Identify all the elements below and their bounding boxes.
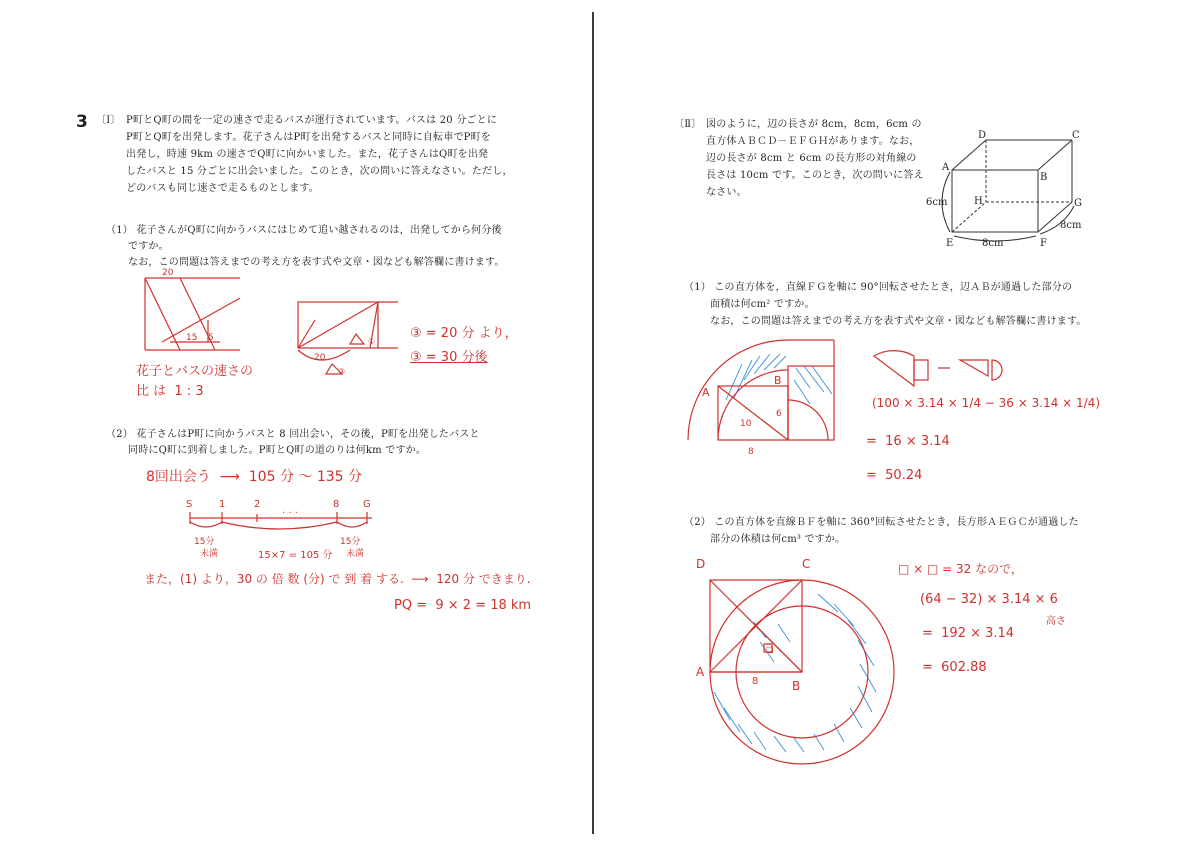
r-q2-rotation-diagram (694, 552, 894, 762)
q2-hw-line-3: PQ = 9 × 2 = 18 km (394, 598, 532, 613)
r-q2-line-2: 部分の体積は何cm³ ですか。 (710, 534, 846, 545)
r-q1-rotation-diagram (700, 340, 840, 460)
r-q2-line-1: （2） この直方体を直線ＢＦを軸に 360°回転させたとき，長方形ＡＥＧＣが通過した (684, 517, 1079, 528)
r-q2-hw-2: (64 − 32) × 3.14 × 6 (920, 592, 1058, 607)
r-q1-hw-2: = 16 × 3.14 (866, 434, 950, 449)
part2-line-3: 辺の長さが 8cm と 6cm の長方形の対角線の (706, 153, 917, 164)
q1-hw-calc-2: ③ = 30 分後 (410, 350, 488, 365)
cube-label-e: E (946, 238, 954, 249)
r-q1-label-a: A (702, 386, 710, 399)
cube-label-f: F (1040, 238, 1047, 249)
cube-label-b: B (1040, 172, 1048, 183)
q2-line-2: 同時にQ町に到着しました。P町とQ町の道のりは何km ですか。 (128, 445, 427, 456)
part1-line-2: P町とQ町を出発します。花子さんはP町を出発するバスと同時に自転車でP町を (126, 132, 491, 143)
r-q1-label-8: 8 (748, 447, 754, 457)
q1-line-2: ですか。 (128, 241, 169, 252)
q2-line-1: （2） 花子さんはP町に向かうバスと 8 回出会い，その後，P町を出発したバスと (106, 429, 480, 440)
q2-number-line (182, 496, 382, 536)
cube-label-c: C (1072, 130, 1080, 141)
part1-line-3: 出発し，時速 9km の速さでQ町に向かいました。また，花子さんはQ町を出発 (126, 149, 489, 160)
q2-mark-dots: · · · (282, 508, 298, 519)
cube-label-6cm: 6cm (926, 197, 948, 208)
cuboid-diagram (926, 128, 1096, 252)
q1-line-3: なお，この問題は答えまでの考え方を表す式や文章・図なども解答欄に書けます。 (128, 257, 505, 268)
q1-label-20b: 20 (314, 353, 326, 363)
r-q1-hw-1: (100 × 3.14 × 1/4 − 36 × 3.14 × 1/4) (872, 396, 1101, 410)
r-q1-area-shapes (870, 346, 1020, 390)
q1-hw-calc-1: ③ = 20 分 より， (410, 326, 518, 341)
page-divider (592, 12, 594, 834)
cube-label-8cm-bottom: 8cm (982, 238, 1004, 249)
r-q2-label-8: 8 (752, 676, 759, 687)
part2-line-5: なさい。 (706, 187, 747, 198)
q1-label-ratio1: ① (368, 337, 376, 346)
r-q2-hw-3: = 192 × 3.14 (922, 626, 1015, 641)
part1-label: 〔Ⅰ〕 (96, 115, 121, 126)
r-q1-hw-3: = 50.24 (866, 468, 923, 483)
part1-line-4: したバスと 15 分ごとに出会いました。このとき，次の問いに答えなさい。ただし， (126, 166, 513, 177)
r-q1-line-2: 面積は何cm² ですか。 (710, 299, 815, 310)
q2-under-1: 15分 (194, 537, 215, 547)
q2-hw-line-2: また，(1) より，30 の 倍 数 (分) で 到 着 する. ⟶ 120 分 できまり. (144, 572, 531, 586)
cube-label-d: D (978, 130, 987, 141)
cube-label-h: H (974, 196, 983, 207)
r-q1-line-1: （1） この直方体を，直線ＦＧを軸に 90°回転させたとき，辺ＡＢが通過した部分の (684, 282, 1073, 293)
part2-line-2: 直方体ＡＢＣＤ－ＥＦＧＨがあります。なお， (706, 136, 920, 147)
q2-under-2: 未満 (200, 549, 219, 559)
part2-line-1: 図のように，辺の長さが 8cm，8cm，6cm の (706, 119, 922, 130)
r-q1-label-10: 10 (740, 419, 752, 429)
cube-label-8cm-side: 8cm (1060, 220, 1082, 231)
q2-under-3: 15×7 = 105 分 (258, 550, 333, 561)
r-q2-label-d: D (696, 557, 706, 571)
r-q2-hw-1: □ × □ = 32 なので， (898, 562, 1023, 576)
q1-label-20: 20 (162, 268, 174, 278)
r-q1-label-b: B (774, 374, 782, 387)
q1-label-ratio3: ③ (338, 367, 346, 376)
r-q2-label-c: C (802, 557, 811, 571)
r-q2-label-square: □ (766, 645, 774, 654)
part2-label: 〔Ⅱ〕 (674, 119, 702, 130)
problem-number: 3 (76, 112, 88, 132)
q2-mark-s: S (186, 499, 193, 510)
q2-under-4: 15分 (340, 537, 361, 547)
part2-line-4: 長さは 10cm です。このとき，次の問いに答え (706, 170, 924, 181)
r-q1-line-3: なお，この問題は答えまでの考え方を表す式や文章・図なども解答欄に書けます。 (710, 316, 1087, 327)
r-q2-hw-4: = 602.88 (922, 660, 987, 675)
r-q2-label-b: B (792, 679, 801, 693)
q2-mark-g: G (363, 499, 371, 510)
q2-hw-line-1: 8回出会う ⟶ 105 分 〜 135 分 (146, 469, 363, 485)
q2-mark-1: 1 (219, 499, 226, 510)
part1-line-1: P町とQ町の間を一定の速さで走るバスが運行されています。バスは 20 分ごとに (126, 115, 498, 126)
cube-label-a: A (942, 162, 950, 173)
r-q2-label-a: A (696, 665, 705, 679)
r-q2-hw-height: 高さ (1046, 616, 1066, 627)
q1-travel-graph (140, 270, 250, 360)
q1-label-15: 15 (186, 333, 198, 343)
q2-mark-2: 2 (254, 499, 261, 510)
q1-line-1: （1） 花子さんがQ町に向かうバスにはじめて追い越されるのは，出発してから何分後 (106, 225, 502, 236)
r-q1-label-6: 6 (776, 409, 782, 419)
q1-ratio-diagram (290, 298, 400, 378)
q2-mark-8: 8 (333, 499, 340, 510)
part1-line-5: どのバスも同じ速さで走るものとします。 (126, 183, 319, 194)
q1-hw-ratio-2: 比 は 1 : 3 (136, 384, 204, 399)
q1-label-5: 5 (208, 333, 214, 343)
cube-label-g: G (1074, 198, 1082, 209)
q1-hw-ratio-1: 花子とバスの速さの (136, 364, 254, 379)
q2-under-5: 未満 (346, 549, 365, 559)
